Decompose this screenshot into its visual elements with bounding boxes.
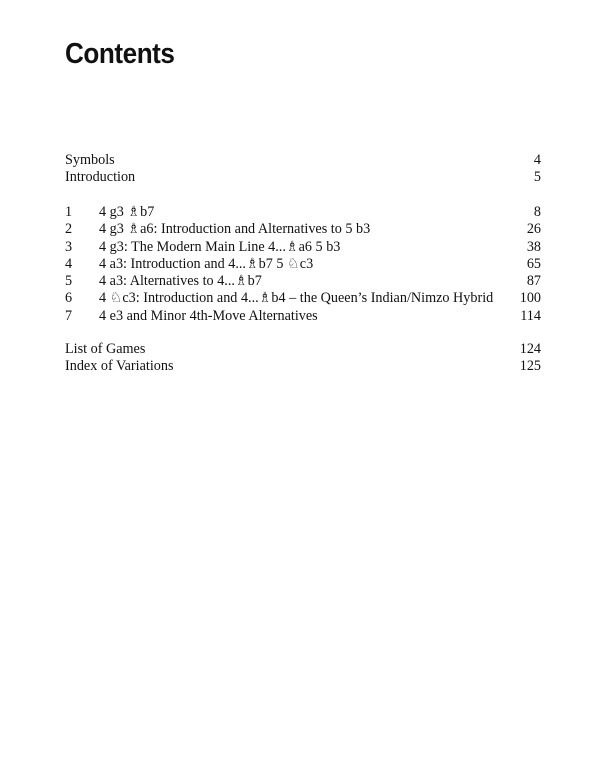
toc-entry-introduction[interactable] (65, 169, 541, 186)
chapter-title: 4 ♘c3: Introduction and 4...♗b4 – the Queen’s Indian/Nimzo Hybrid (99, 290, 494, 307)
entry-page-number: 4 (533, 152, 541, 168)
chapter-list (65, 204, 541, 325)
toc-entry-list-of-games[interactable] (65, 341, 541, 358)
entry-label: List of Games (65, 341, 146, 357)
toc-entry-chapter-7[interactable] (65, 308, 541, 325)
entry-page-number: 87 (526, 273, 541, 290)
entry-label: Introduction (65, 169, 136, 186)
toc-entry-chapter-4[interactable] (65, 256, 541, 273)
page-title: Contents (65, 38, 175, 70)
chapter-title: 4 g3 ♗b7 (99, 204, 155, 220)
chapter-title: 4 a3: Alternatives to 4...♗b7 (99, 273, 262, 290)
chapter-number: 5 (65, 273, 73, 290)
chapter-title: 4 a3: Introduction and 4...♗b7 5 ♘c3 (99, 255, 314, 272)
chapter-title: 4 g3: The Modern Main Line 4...♗a6 5 b3 (99, 238, 341, 255)
entry-label: Symbols (65, 152, 115, 168)
chapter-number: 6 (65, 290, 73, 307)
chapter-number: 2 (65, 221, 73, 238)
chapter-title: 4 e3 and Minor 4th-Move Alternatives (99, 307, 318, 324)
entry-page-number: 38 (526, 238, 541, 255)
back-matter-list (65, 341, 541, 376)
entry-page-number: 114 (520, 307, 541, 324)
entry-page-number: 5 (533, 169, 541, 186)
entry-label: Index of Variations (65, 358, 174, 375)
chapter-number: 1 (65, 204, 73, 220)
chapter-number: 3 (65, 238, 73, 255)
entry-page-number: 125 (519, 358, 541, 375)
entry-page-number: 124 (519, 341, 541, 357)
chapter-title: 4 g3 ♗a6: Introduction and Alternatives to 5 b3 (99, 221, 371, 238)
toc-entry-index-of-variations[interactable] (65, 358, 541, 375)
chapter-number: 4 (65, 255, 73, 272)
toc-entry-chapter-2[interactable] (65, 221, 541, 238)
entry-page-number: 26 (526, 221, 541, 238)
entry-page-number: 65 (526, 255, 541, 272)
toc-entry-chapter-6[interactable] (65, 290, 541, 307)
toc-entry-chapter-5[interactable] (65, 273, 541, 290)
front-matter-list (65, 152, 541, 187)
toc-entry-chapter-3[interactable] (65, 239, 541, 256)
toc-entry-chapter-1[interactable] (65, 204, 541, 221)
entry-page-number: 100 (519, 290, 541, 307)
toc-entry-symbols[interactable] (65, 152, 541, 169)
chapter-number: 7 (65, 307, 73, 324)
entry-page-number: 8 (533, 204, 541, 220)
